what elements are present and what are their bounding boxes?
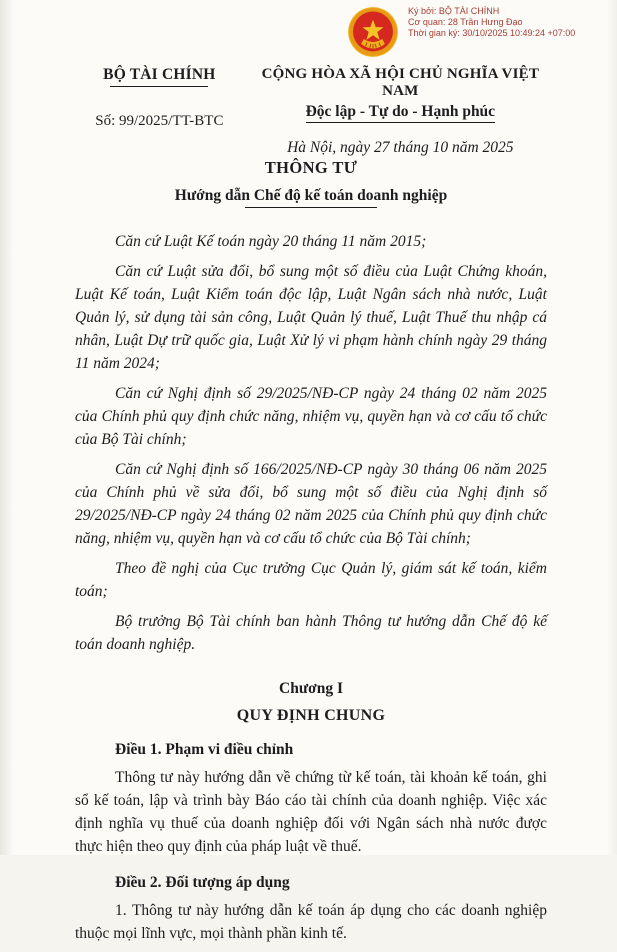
- chapter-number: Chương I: [279, 680, 343, 697]
- header-left-column: [75, 66, 244, 157]
- article-2-heading: Điều 2. Đối tượng áp dụng: [115, 874, 290, 891]
- header-right-column: [244, 66, 557, 157]
- preamble-paragraph: Bộ trưởng Bộ Tài chính ban hành Thông tư hướng dẫn Chế độ kế toán doanh nghiệp.: [75, 613, 547, 653]
- preamble-paragraph: Căn cứ Luật Kế toán ngày 20 tháng 11 năm 2015;: [115, 233, 427, 250]
- article-1-paragraph: Thông tư này hướng dẫn về chứng từ kế toán, tài khoản kế toán, ghi sổ kế toán, lập và trình bày Báo cáo tài chính của doanh nghiệp. Việc xác định nghĩa vụ thuế của doanh nghiệp đối với Ngân sách nhà nước được thực hiện theo quy định của pháp luật về thuế.: [75, 769, 547, 855]
- preamble-paragraph: Căn cứ Luật sửa đổi, bổ sung một số điều của Luật Chứng khoán, Luật Kế toán, Luật Kiểm toán độc lập, Luật Ngân sách nhà nước, Luật Quản lý, sử dụng tài sản công, Luật Quản lý thuế, Luật Thuế thu nhập cá nhân, Luật Dự trữ quốc gia, Luật Xử lý vi phạm hành chính ngày 29 tháng 11 năm 2024;: [75, 263, 547, 372]
- article-2-paragraph: 1. Thông tư này hướng dẫn kế toán áp dụng cho các doanh nghiệp thuộc mọi lĩnh vực, mọi thành phần kinh tế.: [75, 902, 547, 942]
- signature-time: Thời gian ký: 30/10/2025 10:49:24 +07:00: [408, 28, 576, 38]
- article-1-heading: Điều 1. Phạm vi điều chỉnh: [115, 741, 294, 758]
- issuing-agency: BỘ TÀI CHÍNH: [103, 66, 216, 83]
- signature-signed-by: Ký bởi: BỘ TÀI CHÍNH: [408, 6, 500, 16]
- preamble-paragraph: Căn cứ Nghị định số 29/2025/NĐ-CP ngày 24 tháng 02 năm 2025 của Chính phủ quy định chức năng, nhiệm vụ, quyền hạn và cơ cấu tổ chức của Bộ Tài chính;: [75, 385, 547, 448]
- national-title: CỘNG HÒA XÃ HỘI CHỦ NGHĨA VIỆT NAM: [261, 66, 540, 99]
- document-subject: Hướng dẫn Chế độ kế toán doanh nghiệp: [174, 187, 448, 204]
- preamble: [75, 230, 547, 656]
- digital-signature-stamp: [345, 5, 575, 59]
- preamble-paragraph: Theo đề nghị của Cục trưởng Cục Quản lý, giám sát kế toán, kiểm toán;: [75, 560, 547, 600]
- chapter-name: QUY ĐỊNH CHUNG: [236, 707, 386, 724]
- national-motto: Độc lập - Tự do - Hạnh phúc: [306, 103, 495, 123]
- place-and-date: Hà Nội, ngày 27 tháng 10 năm 2025: [287, 139, 514, 156]
- document-type-title: THÔNG TƯ: [264, 158, 358, 177]
- signature-info: [408, 5, 575, 39]
- document-header: [75, 66, 557, 157]
- subject-underline: [245, 207, 377, 208]
- article-1: [75, 741, 547, 858]
- agency-underline: [110, 86, 208, 87]
- document-number: Số: 99/2025/TT-BTC: [95, 113, 224, 129]
- document-body: [75, 158, 547, 952]
- chapter-heading: [75, 680, 547, 725]
- article-2: [75, 874, 547, 945]
- vietnam-emblem-icon: [345, 5, 401, 59]
- preamble-paragraph: Căn cứ Nghị định số 166/2025/NĐ-CP ngày 30 tháng 06 năm 2025 của Chính phủ về sửa đổi, bổ sung một số điều của Nghị định số 29/2025/NĐ-CP ngày 24 tháng 02 năm 2025 của Chính phủ quy định chức năng, nhiệm vụ, quyền hạn và cơ cấu tổ chức của Bộ Tài chính;: [75, 461, 547, 547]
- signature-agency: Cơ quan: 28 Trần Hưng Đạo: [408, 17, 523, 27]
